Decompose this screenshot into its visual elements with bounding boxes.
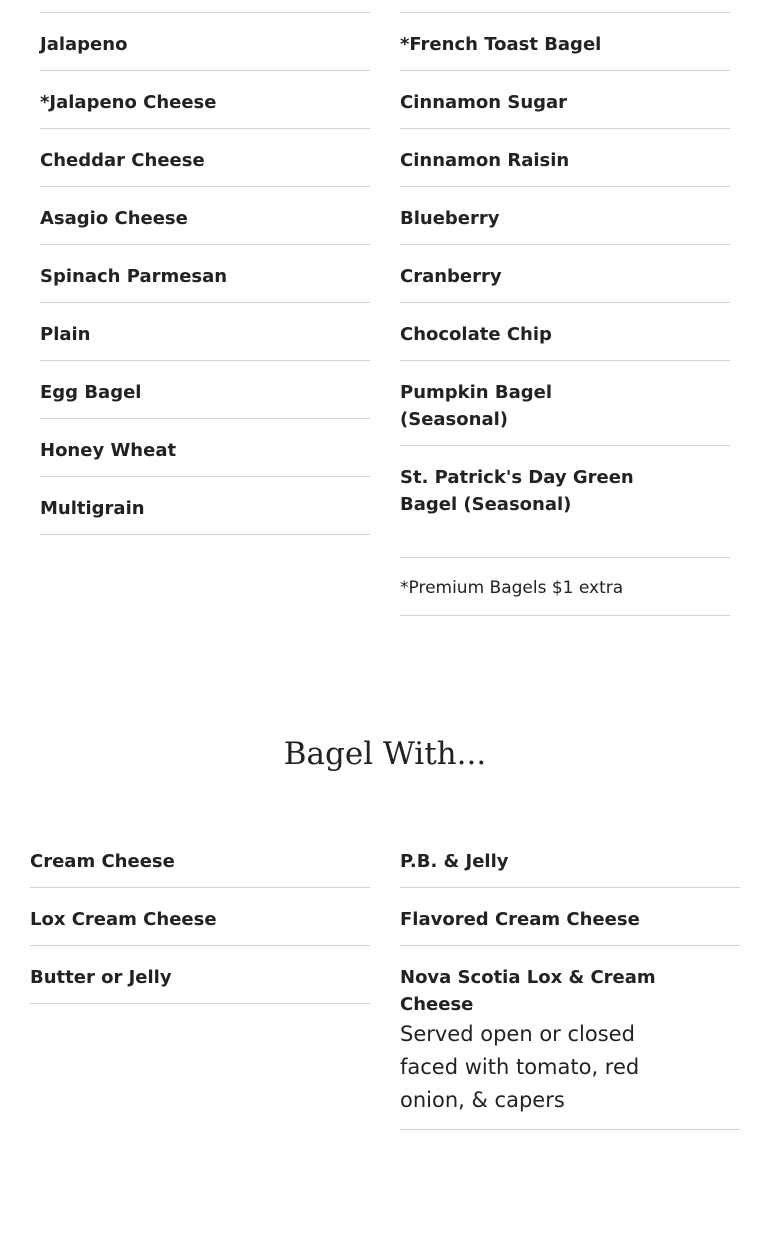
item-name: Cinnamon Sugar: [400, 92, 568, 113]
menu-item: [400, 888, 740, 946]
menu-item: [400, 71, 730, 129]
item-name: St. Patrick's Day Green Bagel (Seasonal): [400, 467, 634, 515]
item-name: *French Toast Bagel: [400, 34, 602, 55]
item-name: Plain: [40, 324, 91, 345]
item-name: Jalapeno: [40, 34, 128, 55]
item-name: Nova Scotia Lox & Cream Cheese: [400, 967, 656, 1015]
item-name: Cranberry: [400, 266, 502, 287]
item-name: Lox Cream Cheese: [30, 909, 217, 930]
menu-item: [40, 13, 370, 71]
menu-item: [400, 361, 730, 446]
item-name: Pumpkin Bagel (Seasonal): [400, 382, 552, 430]
bagel-with-list-left: [30, 830, 370, 1004]
menu-item: [400, 245, 730, 303]
menu-item: [40, 303, 370, 361]
bagel-list-left: [40, 12, 370, 535]
menu-item: [40, 419, 370, 477]
menu-item: [400, 830, 740, 888]
menu-item: [30, 946, 370, 1004]
menu-item: [400, 13, 730, 71]
menu-item: [400, 446, 730, 558]
bagel-list-right: [400, 12, 730, 616]
menu-item: [40, 71, 370, 129]
menu-item: [30, 830, 370, 888]
item-name: Butter or Jelly: [30, 967, 172, 988]
item-name: Flavored Cream Cheese: [400, 909, 640, 930]
menu-item: [40, 129, 370, 187]
item-name: Cream Cheese: [30, 851, 175, 872]
item-name: *Jalapeno Cheese: [40, 92, 217, 113]
section-title-bagel-with: Bagel With...: [283, 736, 487, 772]
item-name: Asagio Cheese: [40, 208, 188, 229]
item-name: P.B. & Jelly: [400, 851, 509, 872]
menu-item: [400, 303, 730, 361]
item-name: Spinach Parmesan: [40, 266, 228, 287]
item-name: Cheddar Cheese: [40, 150, 205, 171]
menu-item: [40, 245, 370, 303]
menu-item: [400, 129, 730, 187]
menu-item: [400, 946, 740, 1130]
item-name: Egg Bagel: [40, 382, 142, 403]
item-name: Honey Wheat: [40, 440, 177, 461]
premium-note: *Premium Bagels $1 extra: [400, 558, 730, 616]
menu-item: [40, 477, 370, 535]
bagel-with-list-right: [400, 830, 740, 1130]
item-name: Cinnamon Raisin: [400, 150, 570, 171]
menu-item: [30, 888, 370, 946]
item-name: Multigrain: [40, 498, 145, 519]
item-description: Served open or closed faced with tomato, red onion, & capers: [400, 1022, 640, 1112]
item-name: Blueberry: [400, 208, 500, 229]
menu-item: [400, 187, 730, 245]
item-name: Chocolate Chip: [400, 324, 552, 345]
menu-item: [40, 187, 370, 245]
menu-item: [40, 361, 370, 419]
